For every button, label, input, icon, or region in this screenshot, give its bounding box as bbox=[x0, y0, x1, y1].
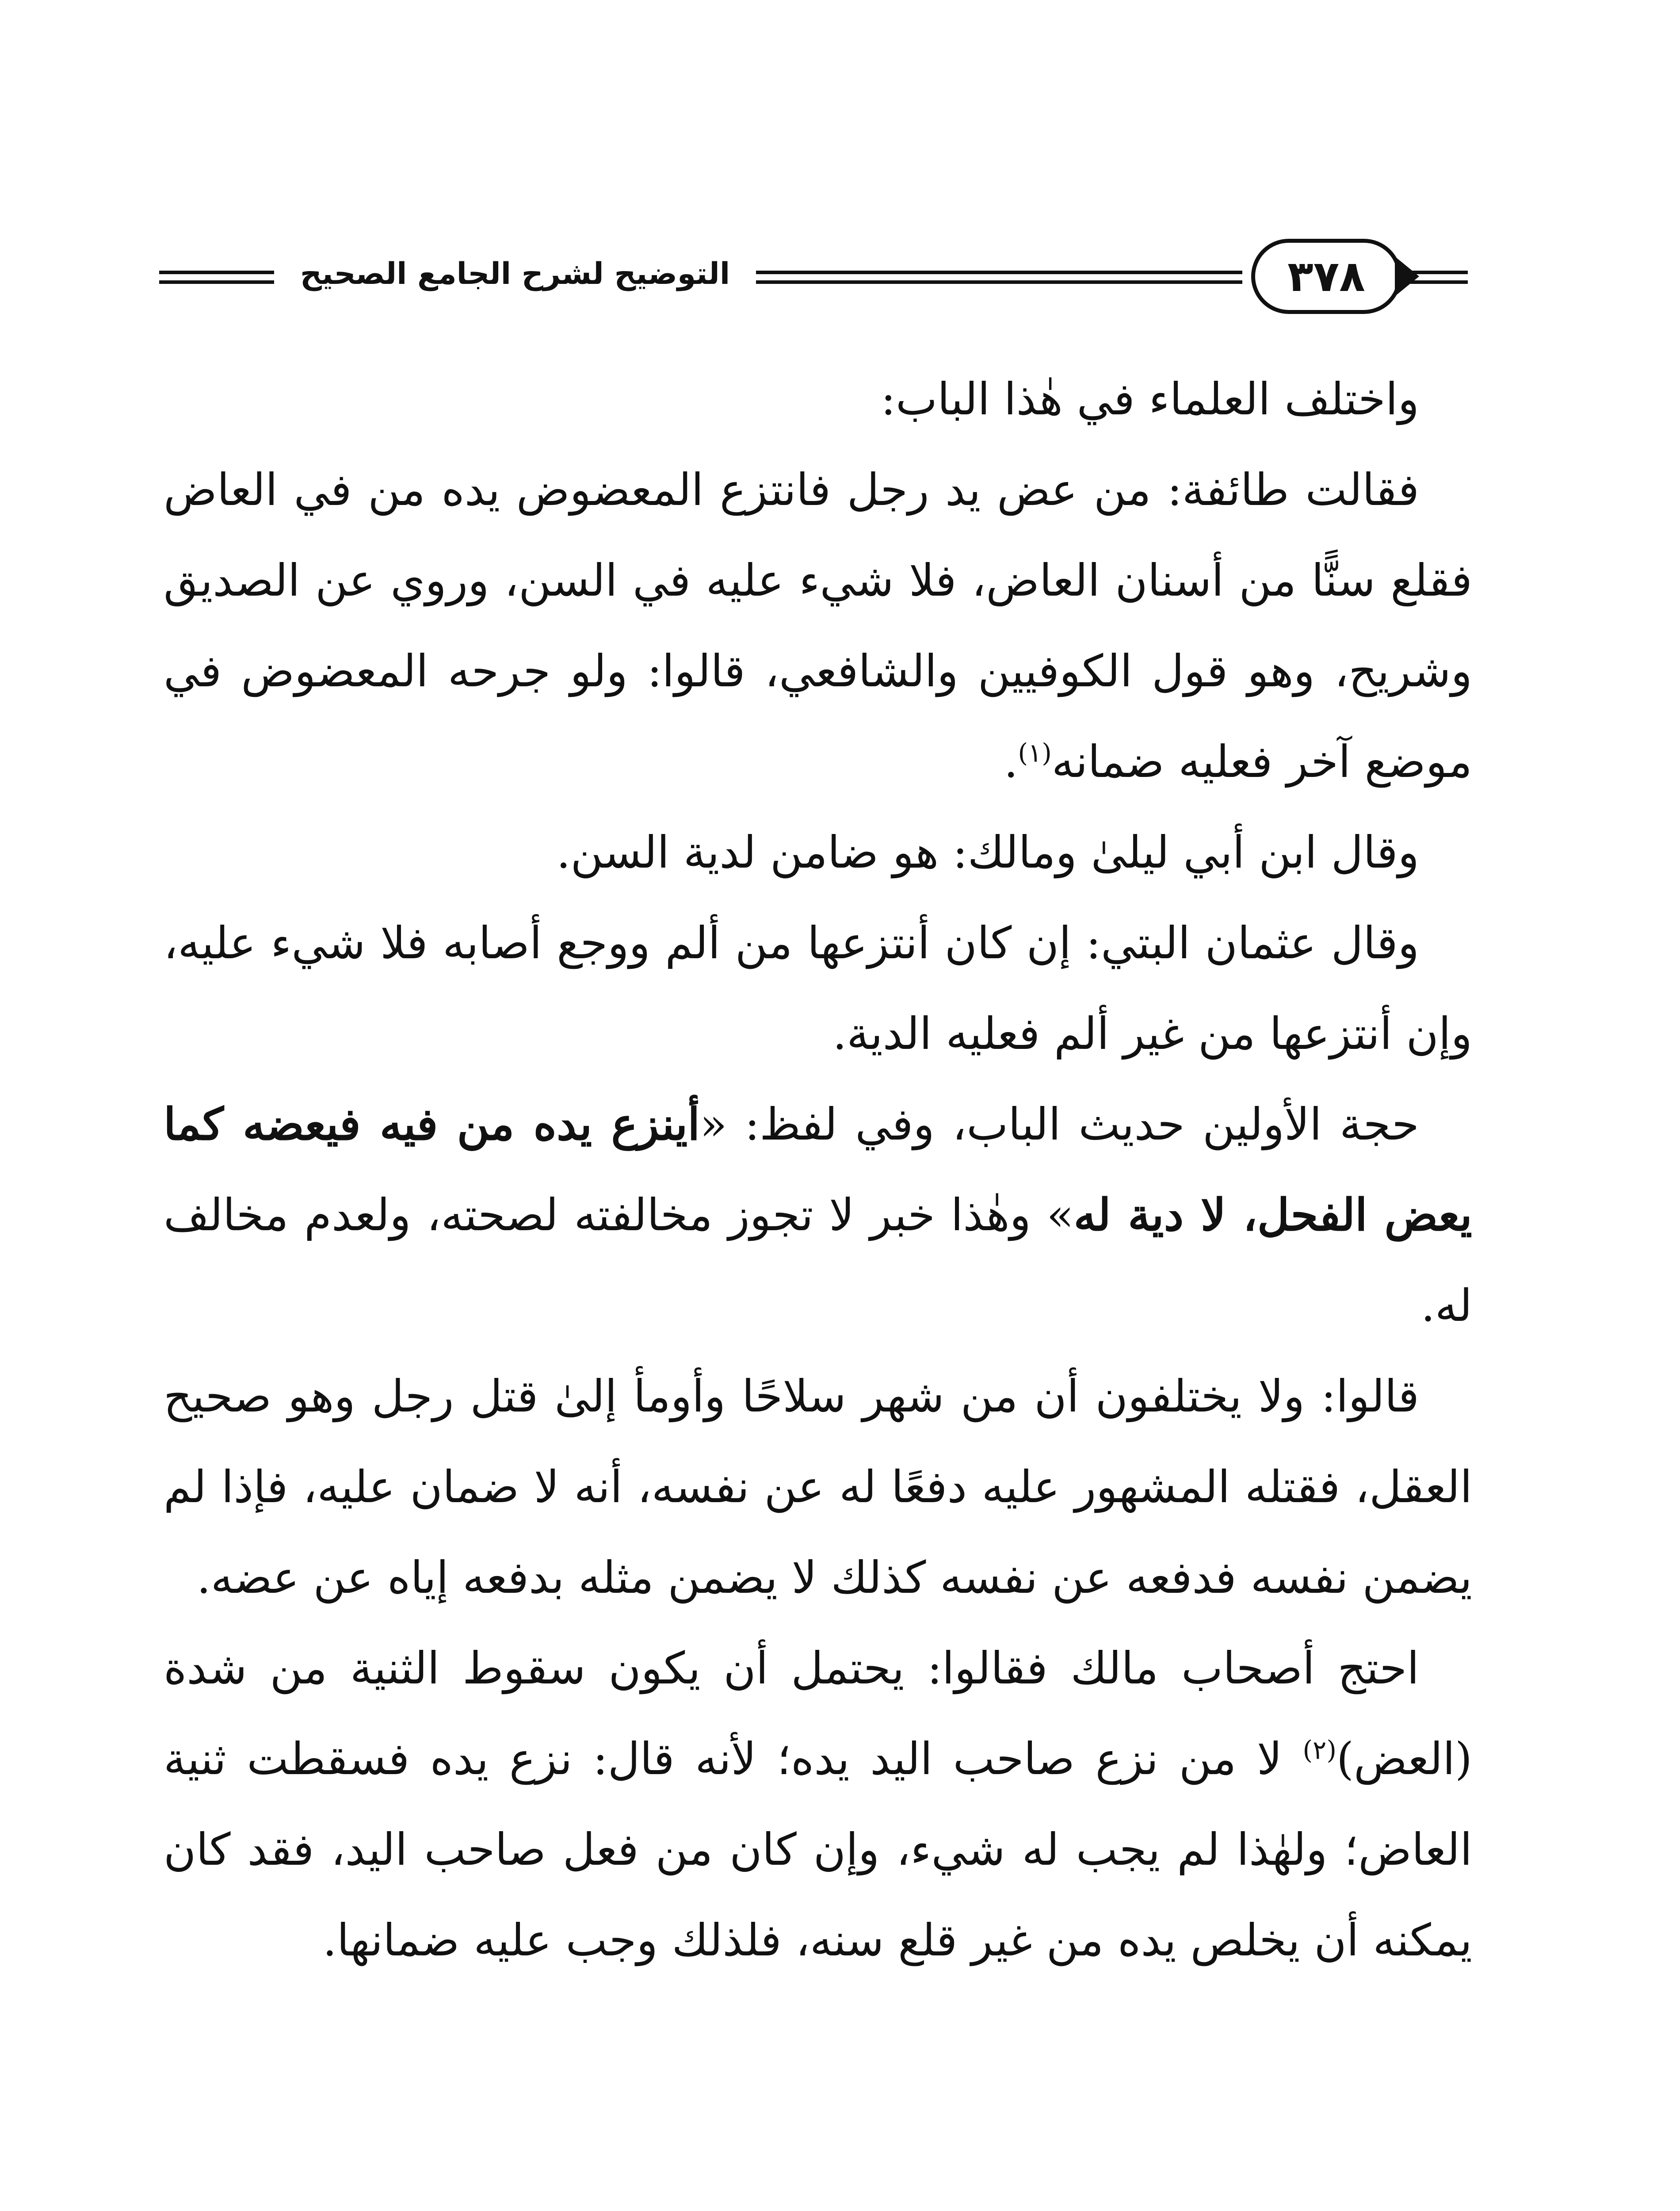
paragraph-4: وقال عثمان البتي: إن كان أنتزعها من ألم ووجع أصابه فلا شيء عليه، وإن أنتزعها من غير ألم فعليه الدية. bbox=[164, 917, 1472, 1060]
hadith-quote: أينزع يده من فيه فيعضه كما يعض الفحل، لا دية له bbox=[164, 1098, 1473, 1241]
header-rule-right bbox=[1410, 271, 1468, 284]
running-header bbox=[159, 239, 1468, 327]
running-title: التوضيح لشرح الجامع الصحيح bbox=[300, 256, 730, 291]
header-rule-left bbox=[159, 271, 274, 284]
footnote-ref-2: (٢) bbox=[1302, 1735, 1336, 1765]
paragraph-3: وقال ابن أبي ليلىٰ ومالك: هو ضامن لدية السن. bbox=[556, 826, 1419, 878]
paragraph-7-before: احتج أصحاب مالك فقالوا: يحتمل أن يكون سقوط الثنية من شدة (العض) bbox=[164, 1642, 1472, 1785]
paragraph-5-after: » وهٰذا خبر لا تجوز مخالفته لصحته، ولعدم مخالف له. bbox=[164, 1189, 1472, 1331]
paragraph-2-end: . bbox=[1004, 736, 1018, 788]
page-number: ٣٧٨ bbox=[1251, 239, 1401, 314]
paragraph-5 bbox=[164, 1079, 1472, 1351]
paragraph-6: قالوا: ولا يختلفون أن من شهر سلاحًا وأومأ إلىٰ قتل رجل وهو صحيح العقل، فقتله المشهور عليه دفعًا له عن نفسه، أنه لا ضمان عليه، فإذا لم يضمن نفسه فدفعه عن نفسه كذلك لا يضمن مثله بدفعه إياه عن عضه. bbox=[164, 1370, 1472, 1603]
footnote-ref-1: (١) bbox=[1018, 738, 1052, 768]
paragraph-2 bbox=[164, 444, 1472, 807]
paragraph-1: واختلف العلماء في هٰذا الباب: bbox=[881, 373, 1419, 425]
paragraph-2-text: فقالت طائفة: من عض يد رجل فانتزع المعضوض يده من في العاض فقلع سنًّا من أسنان العاض، فلا شيء عليه في السن، وروي عن الصديق وشريح، وهو قول الكوفيين والشافعي، قالوا: ولو جرحه المعضوض في موضع آخر فعليه ضمانه bbox=[164, 464, 1473, 788]
paragraph-7 bbox=[164, 1623, 1472, 1985]
main-text bbox=[164, 354, 1472, 1985]
paragraph-5-before: حجة الأولين حديث الباب، وفي لفظ: « bbox=[700, 1098, 1419, 1150]
paragraph-7-after: لا من نزع صاحب اليد يده؛ لأنه قال: نزع يده فسقطت ثنية العاض؛ ولهٰذا لم يجب له شيء، وإن كان من فعل صاحب اليد، فقد كان يمكنه أن يخلص يده من غير قلع سنه، فلذلك وجب عليه ضمانها. bbox=[164, 1733, 1472, 1966]
header-rule-middle bbox=[756, 271, 1242, 284]
